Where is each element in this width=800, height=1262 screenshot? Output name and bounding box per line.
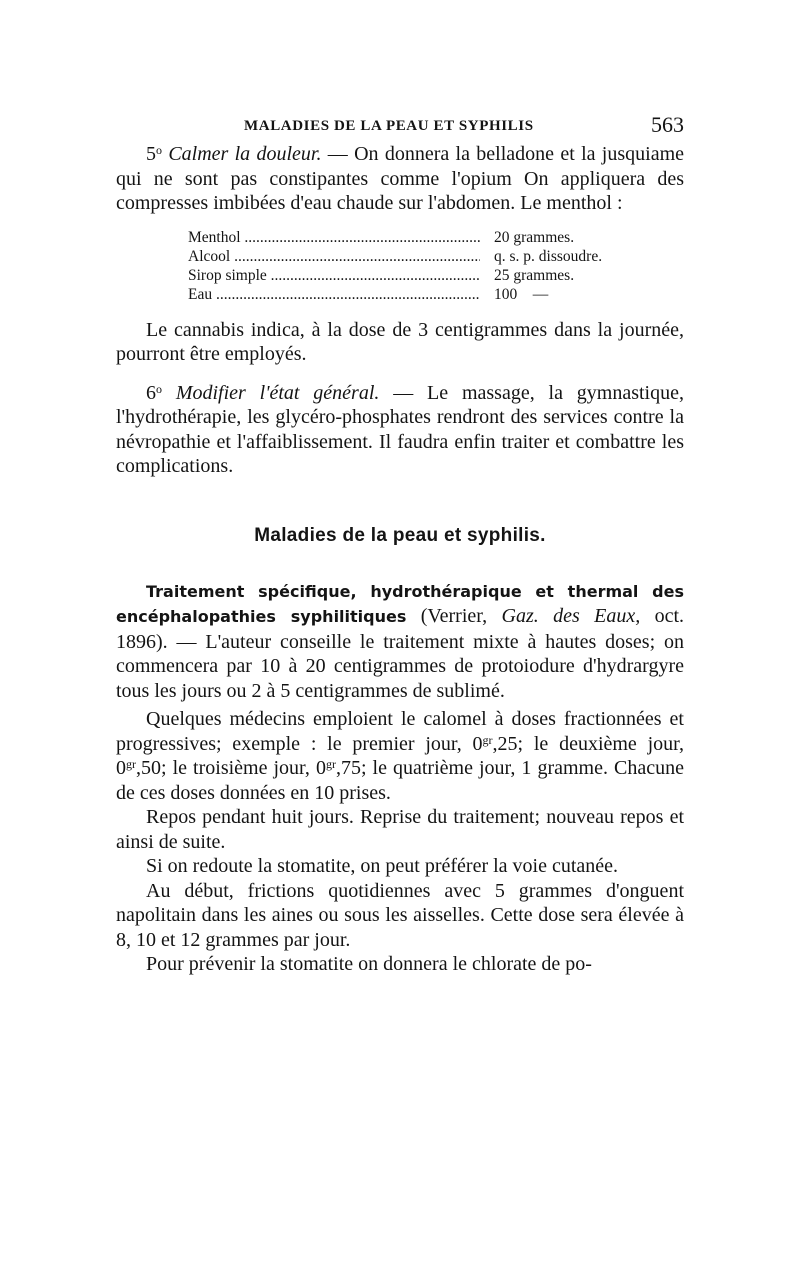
- article-lead: Traitement spécifique, hydrothérapique et thermal des encéphalopathies syphilitiques: [116, 581, 684, 626]
- page-header: [116, 108, 684, 142]
- recipe-row: [188, 266, 658, 285]
- calomel-text-1: Quelques médecins emploient le calomel à doses fractionnées et progressives; exemple : le premier jour, 0: [116, 708, 684, 755]
- recipe-ingredient: Eau .....: [188, 285, 480, 304]
- calomel-text-4: ,75; le quatrième jour, 1 gramme. Chacune de ces doses données en 10 prises.: [116, 757, 684, 804]
- recipe-quantity: 25 grammes.: [494, 266, 575, 284]
- degree-mark: o: [156, 381, 162, 396]
- section-5-paragraph: [116, 142, 684, 216]
- section-6-heading: Modifier l'état général.: [175, 381, 380, 404]
- book-page: [116, 108, 684, 977]
- recipe-ingredient: Alcool .....: [188, 247, 480, 266]
- menthol-recipe: [188, 228, 658, 304]
- recipe-row: [188, 285, 658, 304]
- section-6-paragraph: [116, 381, 684, 479]
- frictions-paragraph: Au début, frictions quotidiennes avec 5 grammes d'onguent napolitain dans les aines ou sous les aisselles. Cette dose sera élevée à 8, 10 et 12 grammes par jour.: [116, 879, 684, 951]
- recipe-quantity: 20 grammes.: [494, 228, 575, 246]
- running-head: MALADIES DE LA PEAU ET SYPHILIS: [244, 118, 534, 134]
- stomatitis-paragraph: Si on redoute la stomatite, on peut préférer la voie cutanée.: [146, 855, 619, 877]
- recipe-quantity: 100 —: [494, 285, 549, 303]
- recipe-ingredient: Sirop simple .....: [188, 266, 480, 285]
- section-title: Maladies de la peau et syphilis.: [254, 524, 546, 546]
- article-citation-close: oct. 1896).: [116, 605, 685, 653]
- article-text: — L'auteur conseille le traitement mixte à hautes doses; on commencera par 10 à 20 centigrammes de protoiodure d'hydrargyre tous les jours ou 2 à 5 centigrammes de sublimé.: [116, 630, 684, 702]
- prevention-paragraph: Pour prévenir la stomatite on donnera le chlorate de po-: [146, 953, 592, 975]
- section-5-heading: Calmer la douleur.: [168, 143, 322, 165]
- page-number: 563: [651, 112, 684, 137]
- article-citation-open: (Verrier,: [406, 605, 502, 627]
- section-5-text: — On donnera la belladone et la jusquiame qui ne sont pas constipantes comme l'opium On appliquera des compresses imbibées d'eau chaude sur l'abdomen. Le menthol :: [116, 143, 685, 214]
- section-6-number: 6: [146, 381, 156, 404]
- gram-abbrev: gr: [482, 732, 493, 747]
- degree-mark: o: [156, 143, 162, 157]
- cannabis-paragraph: Le cannabis indica, à la dose de 3 centigrammes dans la journée, pourront être employés.: [116, 318, 684, 365]
- gram-abbrev: gr: [325, 757, 336, 771]
- calomel-text-3: ,50; le troisième jour, 0: [136, 757, 326, 779]
- recipe-ingredient: Menthol .....: [188, 228, 480, 247]
- rest-paragraph: Repos pendant huit jours. Reprise du traitement; nouveau repos et ainsi de suite.: [116, 806, 684, 853]
- recipe-quantity: q. s. p. dissoudre.: [494, 247, 603, 265]
- article-paragraph: [116, 579, 684, 704]
- recipe-row: [188, 247, 658, 266]
- calomel-text-2: ,25; le deuxième jour, 0: [116, 732, 685, 779]
- article-journal: Gaz. des Eaux,: [501, 605, 641, 627]
- section-5-number: 5: [146, 143, 156, 165]
- gram-abbrev: gr: [126, 757, 136, 771]
- section-6-text: — Le massage, la gymnastique, l'hydrothérapie, les glycéro-phosphates rendront des services contre la névropathie et l'affaiblissement. Il faudra enfin traiter et combattre les complications.: [116, 381, 684, 477]
- recipe-row: [188, 228, 658, 247]
- calomel-paragraph: [116, 707, 684, 805]
